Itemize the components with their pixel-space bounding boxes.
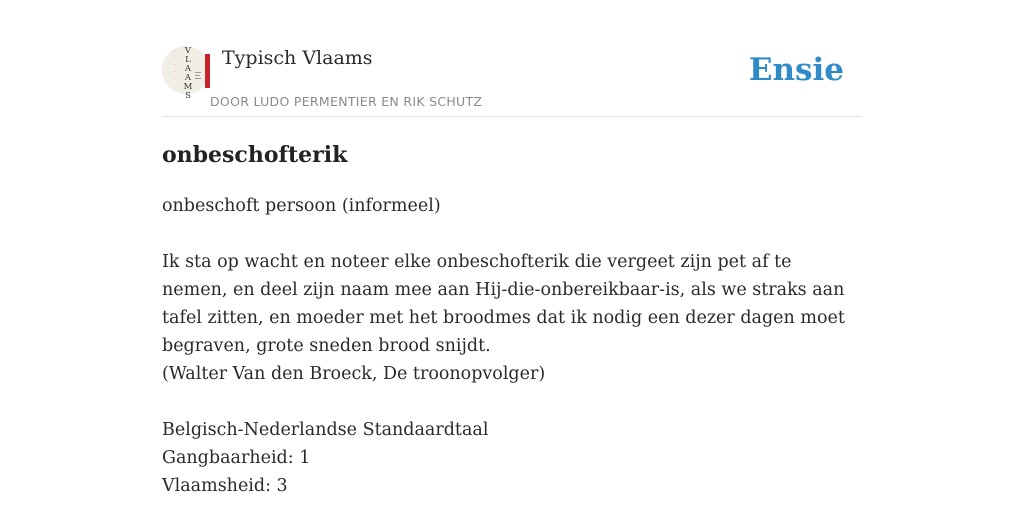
page-title: onbeschofterik bbox=[162, 142, 348, 168]
authors-byline: DOOR LUDO PERMENTIER EN RIK SCHUTZ bbox=[210, 94, 483, 109]
gangbaarheid: Gangbaarheid: 1 bbox=[162, 448, 311, 468]
brand-logo[interactable]: Ensie bbox=[748, 52, 844, 88]
logo-stripe bbox=[205, 54, 210, 88]
logo-letter: V bbox=[184, 46, 192, 56]
logo-accent: · · · · · bbox=[174, 48, 176, 82]
logo-letter: S bbox=[185, 91, 191, 101]
entry-content bbox=[162, 140, 862, 500]
logo-letter: A bbox=[184, 64, 192, 74]
header bbox=[162, 46, 862, 117]
spacer bbox=[162, 220, 862, 248]
vlaamsheid: Vlaamsheid: 3 bbox=[162, 476, 288, 496]
logo-icon bbox=[182, 47, 194, 101]
logo-letter: A bbox=[184, 73, 192, 83]
example-source: (Walter Van den Broeck, De troonopvolger) bbox=[162, 364, 546, 384]
logo-letter: M bbox=[183, 82, 193, 92]
site-title[interactable]: Typisch Vlaams bbox=[222, 47, 373, 69]
logo-rule bbox=[195, 75, 200, 76]
avatar[interactable] bbox=[162, 46, 210, 101]
example-quote: Ik sta op wacht en noteer elke onbeschofterik die vergeet zijn pet af te nemen, en deel zijn naam mee aan Hij-die-onbereikbaar-is, als we straks aan tafel zitten, en moeder met het broodmes dat ik nodig een dezer dagen moet begraven, grote sneden brood snijdt. bbox=[162, 252, 845, 356]
entry-body bbox=[162, 192, 862, 500]
logo-rule bbox=[195, 78, 201, 79]
logo-letter: L bbox=[185, 55, 191, 65]
spacer bbox=[162, 388, 862, 416]
definition: onbeschoft persoon (informeel) bbox=[162, 196, 441, 216]
logo-rule bbox=[195, 72, 201, 73]
register: Belgisch-Nederlandse Standaardtaal bbox=[162, 420, 489, 440]
